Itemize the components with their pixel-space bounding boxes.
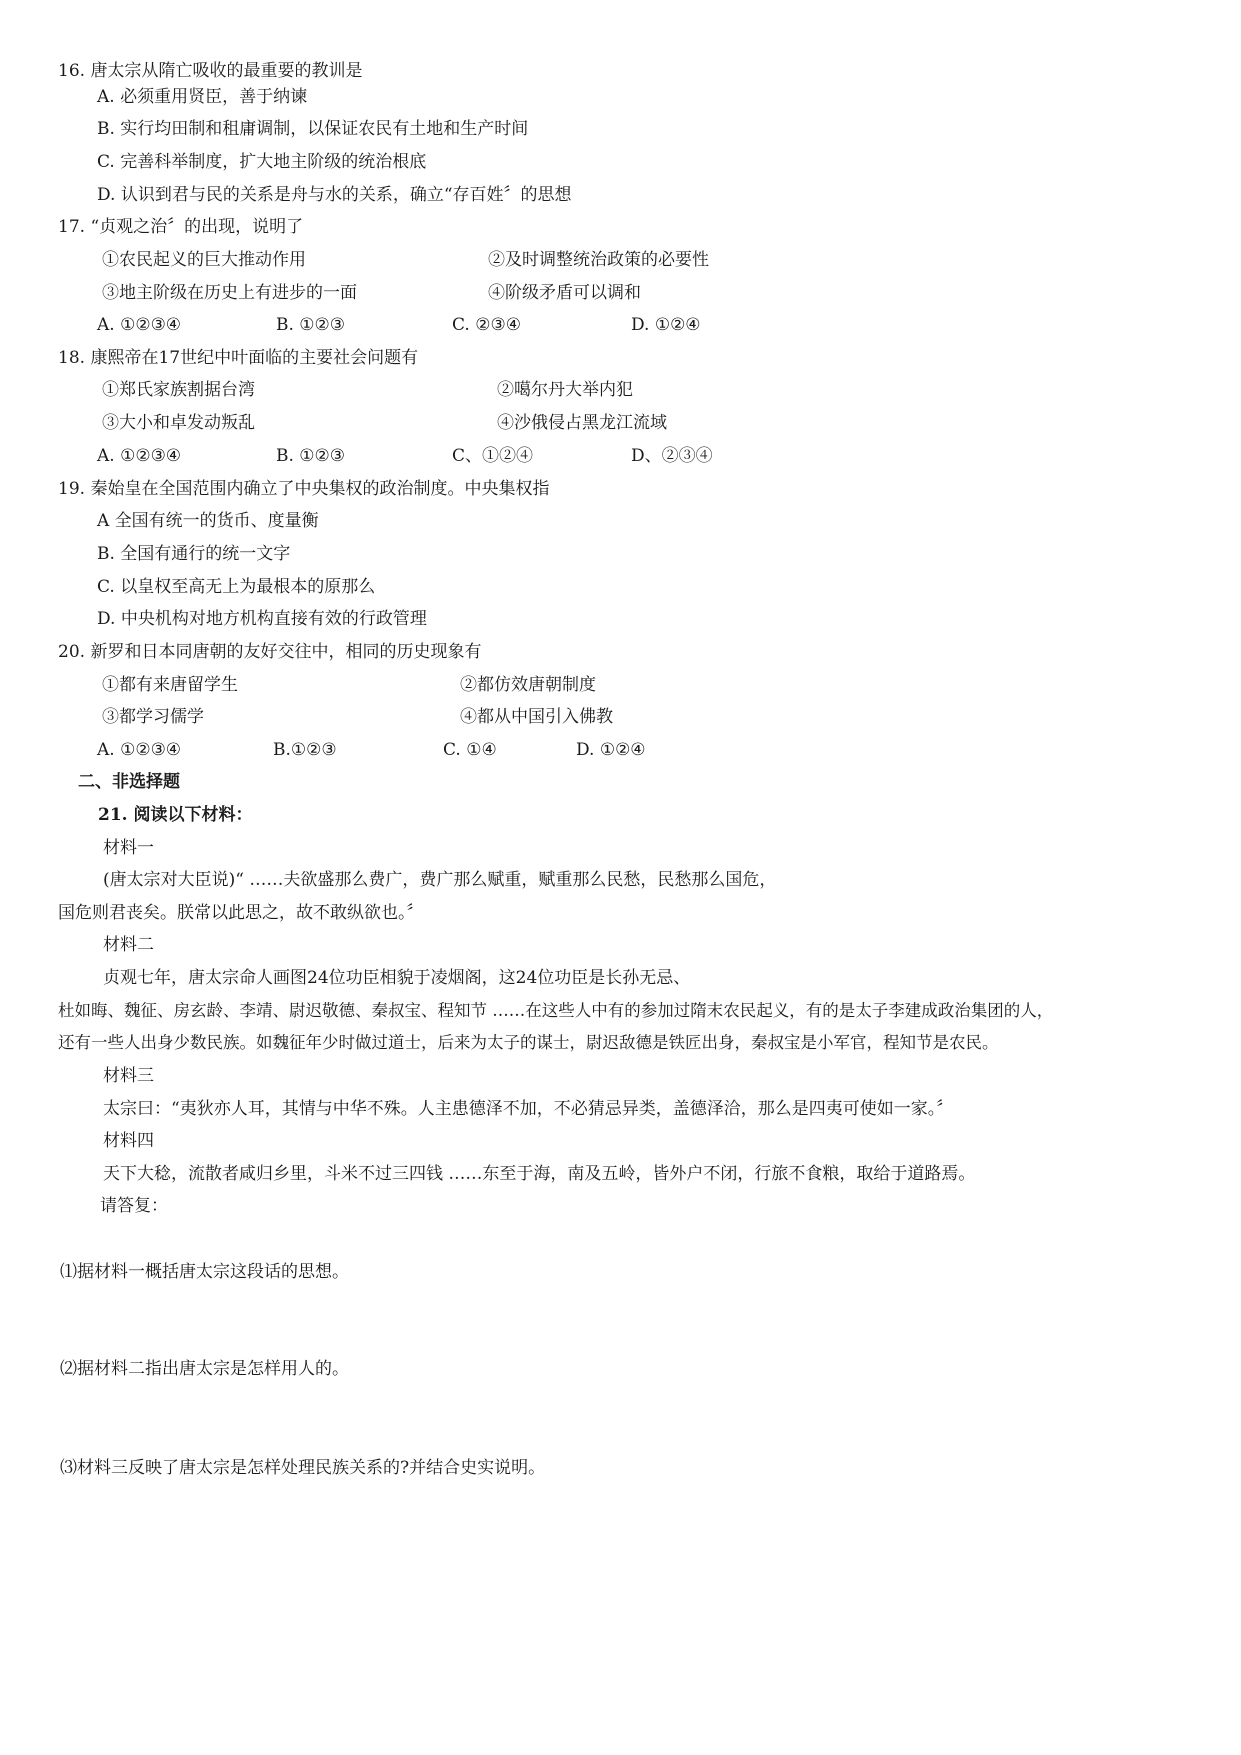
q17-statement-2: ②及时调整统治政策的必要性 xyxy=(488,250,709,270)
q16-option-b: B. 实行均田制和租庸调制，以保证农民有土地和生产时间 xyxy=(97,119,529,139)
q16-option-d: D. 认识到君与民的关系是舟与水的关系，确立“存百姓〞的思想 xyxy=(97,185,572,205)
q16-option-c: C. 完善科举制度，扩大地主阶级的统治根底 xyxy=(97,152,427,172)
material-2-line-2: 杜如晦、魏征、房玄龄、李靖、尉迟敬德、秦叔宝、程知节 ……在这些人中有的参加过隋末农民起义，有的是太子李建成政治集团的人， xyxy=(58,1001,1054,1020)
sub-question-3: ⑶材料三反映了唐太宗是怎样处理民族关系的?并结合史实说明。 xyxy=(60,1458,546,1478)
section-title: 二、非选择题 xyxy=(78,772,180,792)
q17-statement-3: ③地主阶级在历史上有进步的一面 xyxy=(102,283,357,303)
material-2-label: 材料二 xyxy=(103,935,154,955)
material-3-line-1: 太宗曰：“夷狄亦人耳，其情与中华不殊。人主患德泽不加，不必猜忌异类，盖德泽洽，那么是四夷可使如一家。〞 xyxy=(103,1099,954,1119)
q18-option-d: D、②③④ xyxy=(631,446,713,466)
q17-statement-1: ①农民起义的巨大推动作用 xyxy=(102,250,306,270)
q20-option-d: D. ①②④ xyxy=(576,740,646,760)
q20-statement-1: ①都有来唐留学生 xyxy=(102,675,238,695)
q17-stem: 17. “贞观之治〞的出现，说明了 xyxy=(58,217,304,237)
material-4-label: 材料四 xyxy=(103,1131,154,1151)
q20-statement-2: ②都仿效唐朝制度 xyxy=(460,675,596,695)
answer-prompt: 请答复： xyxy=(100,1196,168,1216)
q17-option-b: B. ①②③ xyxy=(276,315,346,335)
q20-stem: 20. 新罗和日本同唐朝的友好交往中，相同的历史现象有 xyxy=(58,642,482,662)
sub-question-1: ⑴据材料一概括唐太宗这段话的思想。 xyxy=(60,1262,349,1282)
material-2-line-1: 贞观七年，唐太宗命人画图24位功臣相貌于凌烟阁，这24位功臣是长孙无忌、 xyxy=(103,968,691,988)
q19-stem: 19. 秦始皇在全国范围内确立了中央集权的政治制度。中央集权指 xyxy=(58,479,550,499)
material-1-label: 材料一 xyxy=(103,838,154,858)
material-1-line-1: (唐太宗对大臣说)“ ……夫欲盛那么费广，费广那么赋重，赋重那么民愁，民愁那么国危， xyxy=(103,870,777,890)
material-2-line-3: 还有一些人出身少数民族。如魏征年少时做过道士，后来为太子的谋士，尉迟敌德是铁匠出身，秦叔宝是小军官，程知节是农民。 xyxy=(58,1033,999,1052)
q18-statement-1: ①郑氏家族割据台湾 xyxy=(102,380,255,400)
q18-option-c: C、①②④ xyxy=(452,446,534,466)
q18-option-a: A. ①②③④ xyxy=(97,446,182,466)
q21-stem: 21. 阅读以下材料： xyxy=(98,805,253,825)
material-3-label: 材料三 xyxy=(103,1066,154,1086)
q19-option-d: D. 中央机构对地方机构直接有效的行政管理 xyxy=(97,609,427,629)
q20-statement-3: ③都学习儒学 xyxy=(102,707,204,727)
q18-statement-3: ③大小和卓发动叛乱 xyxy=(102,413,255,433)
q18-statement-4: ④沙俄侵占黑龙江流域 xyxy=(497,413,667,433)
q17-option-c: C. ②③④ xyxy=(452,315,521,335)
q20-option-c: C. ①④ xyxy=(443,740,497,760)
q18-stem: 18. 康熙帝在17世纪中叶面临的主要社会问题有 xyxy=(58,348,419,368)
q18-option-b: B. ①②③ xyxy=(276,446,346,466)
material-1-line-2: 国危则君丧矣。朕常以此思之，故不敢纵欲也。〞 xyxy=(58,903,424,923)
q17-option-a: A. ①②③④ xyxy=(97,315,182,335)
q19-option-a: A 全国有统一的货币、度量衡 xyxy=(97,511,319,531)
q16-option-a: A. 必须重用贤臣，善于纳谏 xyxy=(97,87,308,107)
q16-stem: 16. 唐太宗从隋亡吸收的最重要的教训是 xyxy=(58,61,363,81)
q19-option-c: C. 以皇权至高无上为最根本的原那么 xyxy=(97,577,376,597)
sub-question-2: ⑵据材料二指出唐太宗是怎样用人的。 xyxy=(60,1359,349,1379)
q19-option-b: B. 全国有通行的统一文字 xyxy=(97,544,291,564)
q17-option-d: D. ①②④ xyxy=(631,315,701,335)
q20-option-b: B.①②③ xyxy=(273,740,337,760)
material-4-line-1: 天下大稔，流散者咸归乡里，斗米不过三四钱 ……东至于海，南及五岭，皆外户不闭，行旅不食粮，取给于道路焉。 xyxy=(103,1164,976,1184)
q20-statement-4: ④都从中国引入佛教 xyxy=(460,707,613,727)
q17-statement-4: ④阶级矛盾可以调和 xyxy=(488,283,641,303)
q18-statement-2: ②噶尔丹大举内犯 xyxy=(497,380,633,400)
q20-option-a: A. ①②③④ xyxy=(97,740,182,760)
